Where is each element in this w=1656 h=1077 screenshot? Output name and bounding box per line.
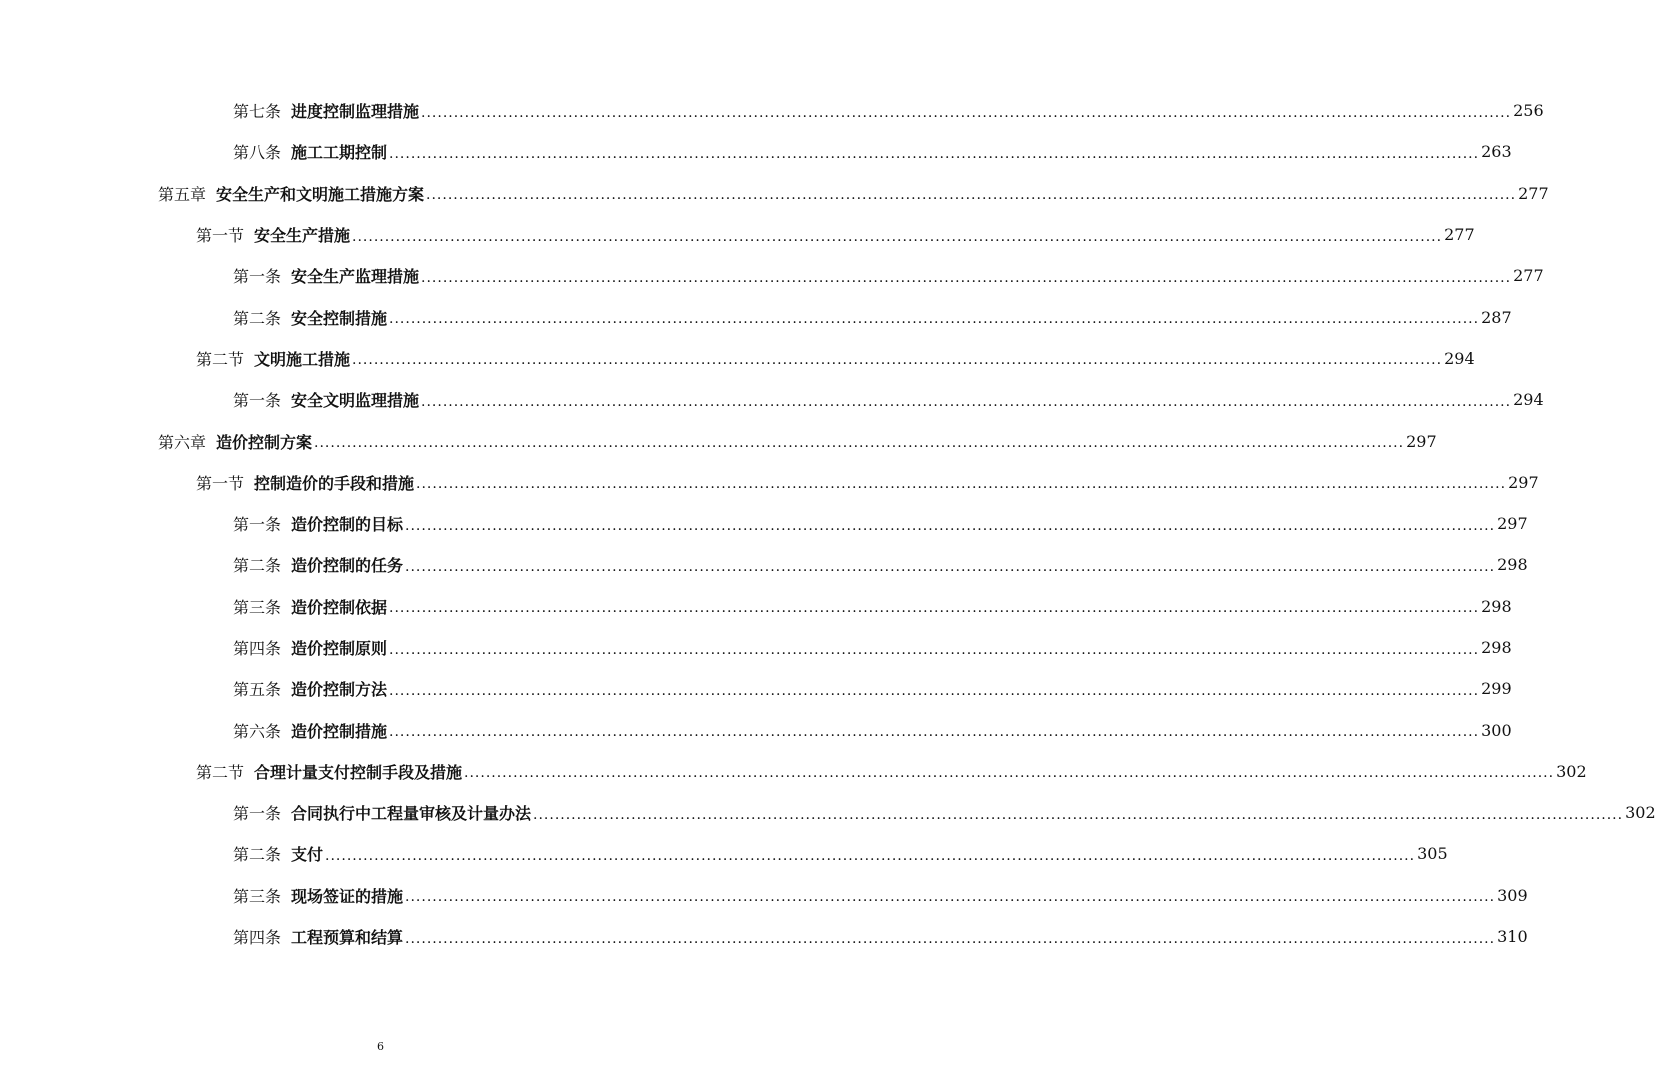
toc-leader-dots: ........................................................................................................................................................................................................	[533, 806, 1624, 823]
toc-entry-page: 294	[1444, 348, 1475, 368]
toc-leader-dots: ........................................................................................................................................................................................................	[405, 517, 1496, 534]
toc-entry-page: 298	[1481, 638, 1512, 657]
toc-entry[interactable]	[233, 131, 1512, 172]
toc-entry[interactable]	[233, 503, 1528, 544]
toc-entry-label: 第三条	[233, 886, 282, 906]
toc-entry-title: 安全生产和文明施工措施方案	[216, 184, 425, 204]
toc-entry-label: 第二条	[233, 556, 282, 576]
toc-entry[interactable]	[233, 379, 1544, 420]
toc-entry-title: 施工工期控制	[291, 143, 388, 163]
toc-entry-page: 294	[1513, 390, 1544, 410]
toc-entry[interactable]	[233, 255, 1544, 296]
toc-leader-dots: ........................................................................................................................................................................................................	[314, 435, 1405, 452]
toc-entry[interactable]	[233, 668, 1512, 709]
toc-entry-page: 277	[1518, 183, 1549, 203]
toc-entry[interactable]	[196, 214, 1475, 255]
toc-entry-page: 287	[1481, 307, 1512, 327]
toc-leader-dots: ........................................................................................................................................................................................................	[389, 724, 1480, 741]
toc-entry[interactable]	[233, 792, 1656, 833]
toc-entry-page: 298	[1497, 555, 1528, 575]
toc-entry-title: 进度控制监理措施	[291, 102, 420, 122]
toc-entry[interactable]	[233, 627, 1512, 668]
toc-entry-page: 305	[1417, 844, 1448, 864]
toc-entry-title: 造价控制原则	[291, 639, 388, 658]
toc-leader-dots: ........................................................................................................................................................................................................	[405, 558, 1496, 575]
toc-entry-label: 第一条	[233, 804, 282, 824]
toc-leader-dots: ........................................................................................................................................................................................................	[352, 228, 1443, 245]
toc-entry-title: 造价控制依据	[291, 597, 388, 617]
toc-leader-dots: ........................................................................................................................................................................................................	[421, 269, 1512, 286]
toc-entry-title: 支付	[291, 845, 324, 865]
toc-entry-title: 文明施工措施	[254, 349, 351, 369]
toc-entry-page: 297	[1406, 431, 1437, 451]
toc-entry-page: 256	[1513, 101, 1544, 121]
toc-entry-title: 合同执行中工程量审核及计量办法	[291, 804, 532, 824]
toc-entry-label: 第一条	[233, 515, 282, 535]
toc-entry-page: 297	[1497, 514, 1528, 534]
toc-entry-page: 277	[1513, 266, 1544, 286]
toc-entry-label: 第二节	[196, 762, 245, 782]
toc-entry-title: 工程预算和结算	[291, 928, 404, 948]
toc-entry-page: 310	[1497, 927, 1528, 947]
toc-leader-dots: ........................................................................................................................................................................................................	[426, 187, 1517, 204]
toc-leader-dots: ........................................................................................................................................................................................................	[389, 311, 1480, 328]
toc-leader-dots: ........................................................................................................................................................................................................	[389, 145, 1480, 162]
toc-entry-label: 第一条	[233, 391, 282, 411]
toc-entry-title: 合理计量支付控制手段及措施	[254, 762, 463, 782]
toc-entry-page: 309	[1497, 885, 1528, 905]
toc-leader-dots: ........................................................................................................................................................................................................	[389, 641, 1480, 658]
toc-leader-dots: ........................................................................................................................................................................................................	[352, 352, 1443, 369]
toc-entry-page: 298	[1481, 596, 1512, 616]
toc-entry-title: 安全生产措施	[254, 226, 351, 246]
toc-entry[interactable]	[233, 544, 1528, 585]
toc-entry-label: 第六章	[158, 432, 207, 452]
toc-entry[interactable]	[233, 916, 1528, 957]
toc-entry[interactable]	[233, 875, 1528, 916]
toc-leader-dots: ........................................................................................................................................................................................................	[389, 600, 1480, 617]
toc-entry-label: 第一节	[196, 226, 245, 246]
toc-leader-dots: ........................................................................................................................................................................................................	[405, 889, 1496, 906]
toc-entry-title: 控制造价的手段和措施	[254, 473, 415, 493]
toc-entry-title: 现场签证的措施	[291, 886, 404, 906]
toc-entry-label: 第八条	[233, 143, 282, 163]
toc-entry-page: 263	[1481, 142, 1512, 162]
toc-entry[interactable]	[196, 751, 1587, 792]
toc-entry[interactable]	[233, 296, 1512, 337]
toc-entry-label: 第一节	[196, 473, 245, 493]
toc-entry-page: 277	[1444, 225, 1475, 245]
toc-entry-label: 第二节	[196, 349, 245, 369]
toc-entry[interactable]	[158, 420, 1437, 461]
toc-entry[interactable]	[158, 173, 1549, 214]
toc-entry-label: 第五条	[233, 680, 282, 700]
toc-entry-title: 造价控制的目标	[291, 515, 404, 535]
toc-entry-label: 第三条	[233, 597, 282, 617]
toc-entry-label: 第二条	[233, 308, 282, 328]
toc-entry[interactable]	[196, 338, 1475, 379]
toc-leader-dots: ........................................................................................................................................................................................................	[405, 930, 1496, 947]
toc-entry[interactable]	[233, 586, 1512, 627]
toc-entry-label: 第五章	[158, 184, 207, 204]
toc-entry[interactable]	[233, 709, 1512, 750]
toc-leader-dots: ........................................................................................................................................................................................................	[464, 765, 1555, 782]
toc-entry-title: 安全控制措施	[291, 308, 388, 328]
toc-leader-dots: ........................................................................................................................................................................................................	[421, 104, 1512, 121]
toc-entry-title: 安全生产监理措施	[291, 267, 420, 287]
toc-entry-page: 302	[1556, 761, 1587, 781]
toc-entry-title: 安全文明监理措施	[291, 391, 420, 411]
toc-entry-label: 第一条	[233, 267, 282, 287]
toc-entry-label: 第六条	[233, 721, 282, 741]
toc-entry-title: 造价控制方法	[291, 680, 388, 700]
toc-entry-page: 302	[1625, 803, 1656, 823]
toc-entry-label: 第二条	[233, 845, 282, 865]
toc-entry-page: 300	[1481, 720, 1512, 740]
toc-entry-title: 造价控制方案	[216, 432, 313, 452]
toc-entry-page: 299	[1481, 679, 1512, 699]
toc-entry-label: 第七条	[233, 102, 282, 122]
toc-entry-title: 造价控制措施	[291, 721, 388, 741]
toc-leader-dots: ........................................................................................................................................................................................................	[389, 682, 1480, 699]
toc-entry[interactable]	[233, 833, 1448, 874]
toc-leader-dots: ........................................................................................................................................................................................................	[416, 476, 1507, 493]
toc-entry-title: 造价控制的任务	[291, 556, 404, 576]
toc-entry-page: 297	[1508, 472, 1539, 492]
toc-leader-dots: ........................................................................................................................................................................................................	[325, 847, 1416, 864]
toc-entry[interactable]	[233, 90, 1544, 131]
page-number: 6	[377, 1040, 384, 1053]
toc-entry-label: 第四条	[233, 928, 282, 948]
toc-entry-label: 第四条	[233, 639, 282, 658]
toc-leader-dots: ........................................................................................................................................................................................................	[421, 393, 1512, 410]
toc-entry[interactable]	[196, 462, 1539, 503]
table-of-contents	[0, 90, 1656, 957]
